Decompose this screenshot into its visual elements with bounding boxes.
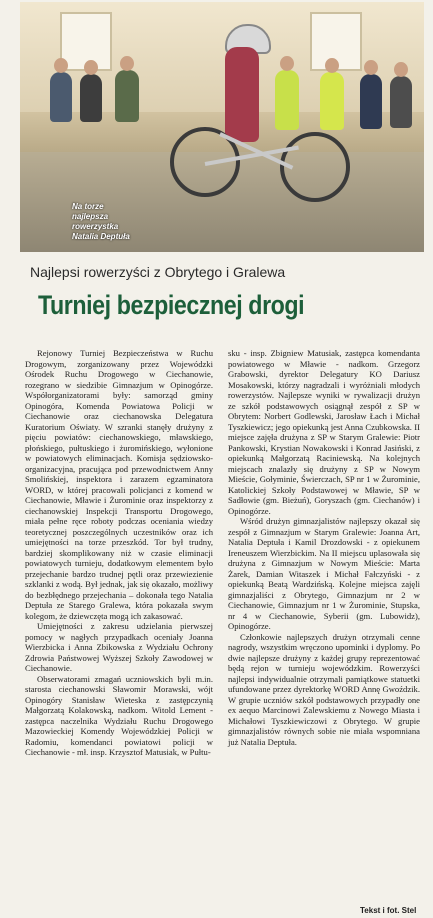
caption-line: rowerzystka xyxy=(72,222,119,231)
spectator xyxy=(80,74,102,122)
paragraph: Członkowie najlepszych drużyn otrzymali cenne nagrody, wszystkim wręczono upominki i dyplomy. Po dwie najlepsze drużyny z każdej grupy reprezentować będą rejon w turnieju wojewódzkim. Rowerzyści najlepsi indywidualnie otrzymali pamiątkowe statuetki ufundowane przez dyrektorkę WORD Annę Gwoździk. W grupie uczniów szkół podstawowych przypadły one ex aequo Marcinowi Zalewskiemu z Nowego Miasta i Michałowi Tyszkiewiczowi z Obrytego. W grupie gimnazjalistów równych sobie nie miała wspomniana już Natalia Deptuła. xyxy=(228,631,420,747)
author-credit: Tekst i fot. Stel xyxy=(360,906,417,915)
paragraph: sku - insp. Zbigniew Matusiak, zastępca komendanta powiatowego w Mławie - nadkom. Grzegorz Grabowski, dyrektor Delegatury KO Dariusz Mosakowski, którzy nagradzali i wyróżniali młodych rowerzystów. Najlepsze wyniki w rywalizacji drużyn ze szkół podstawowych osiągnął zespół z SP w Obrytem: Norbert Godlewski, Jarosław Łach i Michał Tyszkiewicz; jego opiekunką jest Anna Czubkowska. II miejsce zajęła drużyna z SP w Starym Gralewie: Piotr Pankowski, Krystian Nowakowski i Konrad Jasiński, z opiekunką Małgorzatą Raciniewską. Na kolejnych miejscach znalazły się drużyny z SP w Nowym Mieście, Gołyminie, Świerczach, SP nr 1 w Żurominie, Katolickiej Szkoły Podstawowej w Mławie, SP w Sadłowie (gm. Bieżuń), Goryszach (gm. Ciechanów) i Opinogórze. xyxy=(228,348,420,516)
paragraph: Obserwatorami zmagań uczniowskich byli m.in. starosta ciechanowski Sławomir Morawski, wójt Opinogóry Stanisław Wieteska z zastępczynią Małgorzatą Kolakowską, nadkom. Witold Lement - zastępca naczelnika Wydziału Ruchu Drogowego Mazowieckiej Komendy Wojewódzkiej Policji w Radomiu, komendanci powiatowi policji w Ciechanowie - mł. insp. Krzysztof Matusiak, w Pułtu- xyxy=(25,673,213,757)
spectator xyxy=(390,76,412,128)
officer-vest xyxy=(275,70,299,130)
article-column-2 xyxy=(228,348,420,747)
spectator xyxy=(360,74,382,129)
article-kicker: Najlepsi rowerzyści z Obrytego i Gralewa xyxy=(30,264,286,280)
paragraph: Rejonowy Turniej Bezpieczeństwa w Ruchu Drogowym, zorganizowany przez Wojewódzki Ośrodek Ruchu Drogowego w Ciechanowie, rozegrano w siedzibie Gimnazjum w Opinogórze. Współorganizatorami były: samorząd gminy Opinogóra, Komenda Powiatowa Policji w Ciechanowie oraz ciechanowska Delegatura Kuratorium Oświaty. W szranki stanęły drużyny z pięciu powiatów: ciechanowskiego, mławskiego, płońskiego, pułtuskiego i żuromińskiego, wyłonione w powiatowych eliminacjach. Komisja sędziowsko-organizacyjna, pracująca pod przewodnictwem Anny Smolińskiej, inspektora i zarazem egzaminatora WORD, w której pracowali policjanci z komend w Ciechanowie, Mławie i Żurominie oraz inspektorzy z ciechanowskiej Inspekcji Transportu Drogowego, miała pełne ręce roboty podczas oceniania wiedzy teoretycznej poszczególnych uczestników oraz ich umiejętności na torze przeszkód. Tor był trudny, bardziej skomplikowany niż w czasie eliminacji powiatowych turnieju, dodatkowym elementem było przejechanie bardzo trudnej pętli oraz przewiezienie szklanki z wodą. Był jednak, jak się okazało, możliwy do bezbłędnego przejechania – dokonała tego Natalia Deptuła ze Starego Gralewa, która pokazała swym kolegom, że dziewczęta mogą ich zakasować. xyxy=(25,348,213,621)
paragraph: Umiejętności z zakresu udzielania pierwszej pomocy w nagłych przypadkach oceniały Joanna Wierzbicka i Anna Zbikowska z Wydziału Ochrony Zdrowia Państwowej Wyższej Szkoły Zawodowej w Ciechanowie. xyxy=(25,621,213,673)
officer-vest xyxy=(320,72,344,130)
caption-line: Na torze xyxy=(72,202,104,211)
article-column-1 xyxy=(25,348,213,758)
spectator xyxy=(115,70,139,122)
spectator xyxy=(50,72,72,122)
caption-line: najlepsza xyxy=(72,212,109,221)
article-photo xyxy=(20,2,424,252)
paragraph: Wśród drużyn gimnazjalistów najlepszy okazał się zespół z Gimnazjum w Starym Gralewie: Joanna Art, Natalia Deptuła i Kamil Drozdowski - z opiekunem Ireneuszem Wierzbickim. Na II miejscu uplasowała się drużyna z Gimnazjum w Nowym Mieście: Marta Żarek, Damian Witaszek i Michał Fałczyński - z opiekunką Beatą Wardzińską. Kolejne miejsca zajęli gimnazjaliści z Obrytego, Gimnazjum nr 2 w Ciechanowie, Gimnazjum nr 1 w Żurominie, Stupska, nr 4 w Ciechanowie, Syberii (gm. Lubowidz), Opinogórze. xyxy=(228,516,420,631)
caption-line: Natalia Deptuła xyxy=(72,232,130,241)
cyclist xyxy=(225,47,259,142)
photo-caption xyxy=(72,202,130,242)
article-headline: Turniej bezpiecznej drogi xyxy=(38,290,305,320)
